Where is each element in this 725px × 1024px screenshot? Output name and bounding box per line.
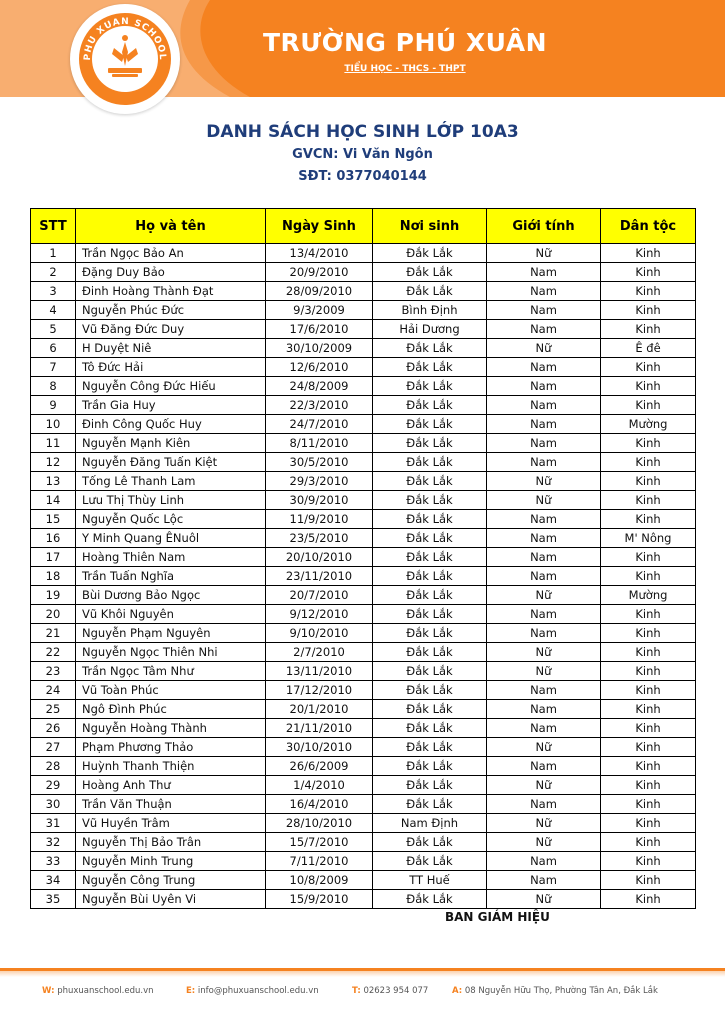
- cell-gender: Nữ: [487, 890, 601, 909]
- cell-birthdate: 28/10/2010: [266, 814, 373, 833]
- cell-ethnicity: Kinh: [601, 434, 696, 453]
- cell-ethnicity: Kinh: [601, 624, 696, 643]
- cell-stt: 33: [31, 852, 76, 871]
- cell-birthdate: 26/6/2009: [266, 757, 373, 776]
- cell-birthplace: Đắk Lắk: [373, 624, 487, 643]
- cell-stt: 32: [31, 833, 76, 852]
- cell-birthdate: 15/7/2010: [266, 833, 373, 852]
- cell-birthplace: Đắk Lắk: [373, 491, 487, 510]
- cell-name: Nguyễn Hoàng Thành: [76, 719, 266, 738]
- cell-name: Vũ Huyền Trâm: [76, 814, 266, 833]
- cell-birthdate: 23/5/2010: [266, 529, 373, 548]
- cell-gender: Nam: [487, 263, 601, 282]
- cell-birthdate: 2/7/2010: [266, 643, 373, 662]
- cell-stt: 9: [31, 396, 76, 415]
- footer-email-label: E:: [186, 986, 196, 996]
- table-row: [31, 320, 696, 339]
- cell-birthplace: Bình Định: [373, 301, 487, 320]
- cell-birthdate: 23/11/2010: [266, 567, 373, 586]
- cell-name: Nguyễn Phạm Nguyên: [76, 624, 266, 643]
- cell-ethnicity: Kinh: [601, 377, 696, 396]
- cell-ethnicity: Mường: [601, 415, 696, 434]
- cell-stt: 8: [31, 377, 76, 396]
- cell-birthplace: Đắk Lắk: [373, 548, 487, 567]
- cell-ethnicity: Kinh: [601, 738, 696, 757]
- table-row: [31, 700, 696, 719]
- cell-ethnicity: Kinh: [601, 320, 696, 339]
- table-row: [31, 757, 696, 776]
- cell-stt: 21: [31, 624, 76, 643]
- cell-gender: Nam: [487, 719, 601, 738]
- cell-stt: 31: [31, 814, 76, 833]
- cell-ethnicity: Kinh: [601, 567, 696, 586]
- cell-birthplace: Hải Dương: [373, 320, 487, 339]
- cell-name: Trần Ngọc Bảo An: [76, 244, 266, 263]
- cell-stt: 2: [31, 263, 76, 282]
- cell-name: Lưu Thị Thùy Linh: [76, 491, 266, 510]
- cell-name: Nguyễn Công Đức Hiếu: [76, 377, 266, 396]
- cell-birthdate: 9/10/2010: [266, 624, 373, 643]
- cell-gender: Nam: [487, 453, 601, 472]
- cell-gender: Nữ: [487, 643, 601, 662]
- school-logo: [70, 4, 180, 114]
- cell-gender: Nam: [487, 377, 601, 396]
- cell-birthdate: 21/11/2010: [266, 719, 373, 738]
- cell-birthdate: 30/5/2010: [266, 453, 373, 472]
- cell-name: Nguyễn Mạnh Kiên: [76, 434, 266, 453]
- signature-label: BAN GIÁM HIỆU: [445, 910, 550, 924]
- cell-birthdate: 13/11/2010: [266, 662, 373, 681]
- cell-gender: Nam: [487, 757, 601, 776]
- table-row: [31, 491, 696, 510]
- cell-ethnicity: M' Nông: [601, 529, 696, 548]
- cell-birthdate: 13/4/2010: [266, 244, 373, 263]
- cell-stt: 20: [31, 605, 76, 624]
- cell-birthplace: Đắk Lắk: [373, 510, 487, 529]
- cell-stt: 1: [31, 244, 76, 263]
- cell-ethnicity: Kinh: [601, 757, 696, 776]
- cell-birthdate: 10/8/2009: [266, 871, 373, 890]
- cell-birthplace: Đắk Lắk: [373, 700, 487, 719]
- cell-gender: Nam: [487, 396, 601, 415]
- cell-name: Nguyễn Minh Trung: [76, 852, 266, 871]
- cell-birthplace: Đắk Lắk: [373, 662, 487, 681]
- cell-ethnicity: Kinh: [601, 814, 696, 833]
- school-levels: TIỂU HỌC - THCS - THPT: [344, 64, 466, 74]
- cell-stt: 24: [31, 681, 76, 700]
- table-row: [31, 871, 696, 890]
- cell-name: Nguyễn Công Trung: [76, 871, 266, 890]
- table-row: [31, 453, 696, 472]
- table-row: [31, 244, 696, 263]
- cell-ethnicity: Kinh: [601, 681, 696, 700]
- cell-birthdate: 24/7/2010: [266, 415, 373, 434]
- cell-name: Hoàng Anh Thư: [76, 776, 266, 795]
- footer-website[interactable]: [42, 986, 154, 996]
- column-header-birthdate: Ngày Sinh: [266, 209, 373, 244]
- footer-address-value: 08 Nguyễn Hữu Thọ, Phường Tân An, Đắk Lắk: [464, 986, 658, 996]
- cell-ethnicity: Kinh: [601, 776, 696, 795]
- cell-stt: 15: [31, 510, 76, 529]
- cell-name: Nguyễn Ngọc Thiên Nhi: [76, 643, 266, 662]
- cell-name: Trần Gia Huy: [76, 396, 266, 415]
- cell-gender: Nữ: [487, 776, 601, 795]
- cell-birthdate: 22/3/2010: [266, 396, 373, 415]
- header-banner: [0, 0, 725, 97]
- cell-name: Huỳnh Thanh Thiện: [76, 757, 266, 776]
- cell-name: Y Minh Quang ÊNuôl: [76, 529, 266, 548]
- cell-ethnicity: Kinh: [601, 890, 696, 909]
- cell-stt: 28: [31, 757, 76, 776]
- cell-gender: Nam: [487, 871, 601, 890]
- cell-ethnicity: Kinh: [601, 396, 696, 415]
- cell-birthdate: 12/6/2010: [266, 358, 373, 377]
- cell-birthplace: Đắk Lắk: [373, 643, 487, 662]
- svg-text:PHU XUAN SCHOOL: PHU XUAN SCHOOL: [82, 16, 168, 61]
- cell-gender: Nữ: [487, 738, 601, 757]
- cell-stt: 25: [31, 700, 76, 719]
- cell-birthplace: Đắk Lắk: [373, 681, 487, 700]
- cell-birthplace: Đắk Lắk: [373, 244, 487, 263]
- cell-stt: 7: [31, 358, 76, 377]
- table-row: [31, 282, 696, 301]
- cell-name: Nguyễn Phúc Đức: [76, 301, 266, 320]
- table-row: [31, 586, 696, 605]
- column-header-birthplace: Nơi sinh: [373, 209, 487, 244]
- cell-birthplace: Đắk Lắk: [373, 472, 487, 491]
- cell-name: Tô Đức Hải: [76, 358, 266, 377]
- cell-birthdate: 20/1/2010: [266, 700, 373, 719]
- cell-birthplace: Đắk Lắk: [373, 890, 487, 909]
- document-heading: [0, 120, 725, 188]
- cell-birthplace: Đắk Lắk: [373, 757, 487, 776]
- cell-birthplace: Đắk Lắk: [373, 719, 487, 738]
- column-header-name: Họ và tên: [76, 209, 266, 244]
- cell-birthdate: 24/8/2009: [266, 377, 373, 396]
- logo-emblem-icon: [70, 4, 180, 114]
- table-row: [31, 852, 696, 871]
- cell-gender: Nữ: [487, 814, 601, 833]
- document-title: DANH SÁCH HỌC SINH LỚP 10A3: [206, 122, 519, 142]
- cell-name: Đinh Hoàng Thành Đạt: [76, 282, 266, 301]
- cell-ethnicity: Kinh: [601, 605, 696, 624]
- cell-birthplace: Đắk Lắk: [373, 282, 487, 301]
- cell-ethnicity: Kinh: [601, 282, 696, 301]
- cell-birthplace: Đắk Lắk: [373, 377, 487, 396]
- cell-gender: Nữ: [487, 833, 601, 852]
- table-row: [31, 681, 696, 700]
- cell-name: Trần Văn Thuận: [76, 795, 266, 814]
- cell-birthplace: Nam Định: [373, 814, 487, 833]
- cell-birthplace: TT Huế: [373, 871, 487, 890]
- cell-birthdate: 30/10/2010: [266, 738, 373, 757]
- table-row: [31, 795, 696, 814]
- cell-gender: Nữ: [487, 662, 601, 681]
- cell-birthdate: 8/11/2010: [266, 434, 373, 453]
- cell-stt: 4: [31, 301, 76, 320]
- table-row: [31, 662, 696, 681]
- cell-birthdate: 1/4/2010: [266, 776, 373, 795]
- table-row: [31, 263, 696, 282]
- cell-gender: Nam: [487, 605, 601, 624]
- cell-gender: Nam: [487, 681, 601, 700]
- column-header-gender: Giới tính: [487, 209, 601, 244]
- cell-ethnicity: Kinh: [601, 643, 696, 662]
- cell-stt: 18: [31, 567, 76, 586]
- cell-stt: 30: [31, 795, 76, 814]
- table-row: [31, 529, 696, 548]
- table-row: [31, 643, 696, 662]
- column-header-stt: STT: [31, 209, 76, 244]
- cell-birthdate: 28/09/2010: [266, 282, 373, 301]
- cell-ethnicity: Kinh: [601, 358, 696, 377]
- cell-birthplace: Đắk Lắk: [373, 833, 487, 852]
- cell-ethnicity: Kinh: [601, 472, 696, 491]
- table-row: [31, 434, 696, 453]
- cell-name: Nguyễn Đăng Tuấn Kiệt: [76, 453, 266, 472]
- cell-stt: 11: [31, 434, 76, 453]
- cell-gender: Nam: [487, 548, 601, 567]
- cell-stt: 34: [31, 871, 76, 890]
- cell-gender: Nam: [487, 510, 601, 529]
- table-row: [31, 548, 696, 567]
- cell-birthplace: Đắk Lắk: [373, 795, 487, 814]
- cell-name: Phạm Phương Thảo: [76, 738, 266, 757]
- cell-stt: 13: [31, 472, 76, 491]
- table-row: [31, 567, 696, 586]
- table-row: [31, 738, 696, 757]
- footer-email-value: info@phuxuanschool.edu.vn: [197, 986, 319, 996]
- cell-name: Đinh Công Quốc Huy: [76, 415, 266, 434]
- footer-website-label: W:: [42, 986, 55, 996]
- cell-ethnicity: Kinh: [601, 263, 696, 282]
- cell-stt: 27: [31, 738, 76, 757]
- cell-gender: Nam: [487, 358, 601, 377]
- cell-stt: 35: [31, 890, 76, 909]
- school-name: TRƯỜNG PHÚ XUÂN: [262, 28, 547, 57]
- cell-name: Nguyễn Thị Bảo Trân: [76, 833, 266, 852]
- student-table: [30, 208, 696, 909]
- cell-name: Vũ Khôi Nguyên: [76, 605, 266, 624]
- cell-birthdate: 30/10/2009: [266, 339, 373, 358]
- cell-gender: Nữ: [487, 244, 601, 263]
- cell-gender: Nam: [487, 415, 601, 434]
- cell-birthdate: 11/9/2010: [266, 510, 373, 529]
- cell-stt: 12: [31, 453, 76, 472]
- cell-gender: Nam: [487, 320, 601, 339]
- cell-ethnicity: Kinh: [601, 548, 696, 567]
- table-row: [31, 510, 696, 529]
- table-row: [31, 814, 696, 833]
- cell-ethnicity: Mường: [601, 586, 696, 605]
- cell-gender: Nữ: [487, 472, 601, 491]
- cell-ethnicity: Kinh: [601, 662, 696, 681]
- cell-name: Đặng Duy Bảo: [76, 263, 266, 282]
- table-row: [31, 472, 696, 491]
- cell-stt: 23: [31, 662, 76, 681]
- cell-name: Ngô Đình Phúc: [76, 700, 266, 719]
- cell-gender: Nam: [487, 852, 601, 871]
- cell-stt: 14: [31, 491, 76, 510]
- cell-name: Nguyễn Quốc Lộc: [76, 510, 266, 529]
- cell-ethnicity: Kinh: [601, 700, 696, 719]
- cell-name: Trần Tuấn Nghĩa: [76, 567, 266, 586]
- footer-address-label: A:: [452, 986, 463, 996]
- footer-phone-value: 02623 954 077: [363, 986, 429, 996]
- cell-birthdate: 17/12/2010: [266, 681, 373, 700]
- cell-birthplace: Đắk Lắk: [373, 852, 487, 871]
- cell-birthplace: Đắk Lắk: [373, 586, 487, 605]
- cell-ethnicity: Kinh: [601, 453, 696, 472]
- cell-gender: Nam: [487, 282, 601, 301]
- cell-birthdate: 20/7/2010: [266, 586, 373, 605]
- cell-birthdate: 17/6/2010: [266, 320, 373, 339]
- cell-stt: 17: [31, 548, 76, 567]
- cell-ethnicity: Kinh: [601, 852, 696, 871]
- cell-name: Vũ Đăng Đức Duy: [76, 320, 266, 339]
- table-row: [31, 605, 696, 624]
- cell-birthplace: Đắk Lắk: [373, 567, 487, 586]
- table-row: [31, 624, 696, 643]
- cell-birthplace: Đắk Lắk: [373, 396, 487, 415]
- cell-birthplace: Đắk Lắk: [373, 776, 487, 795]
- cell-gender: Nam: [487, 700, 601, 719]
- cell-stt: 16: [31, 529, 76, 548]
- cell-birthplace: Đắk Lắk: [373, 339, 487, 358]
- footer-email[interactable]: [186, 986, 319, 996]
- table-row: [31, 890, 696, 909]
- table-body: [31, 244, 696, 909]
- column-header-ethnicity: Dân tộc: [601, 209, 696, 244]
- cell-name: H Duyệt Niê: [76, 339, 266, 358]
- table-row: [31, 301, 696, 320]
- cell-birthplace: Đắk Lắk: [373, 529, 487, 548]
- cell-stt: 19: [31, 586, 76, 605]
- cell-gender: Nữ: [487, 491, 601, 510]
- cell-birthplace: Đắk Lắk: [373, 434, 487, 453]
- footer-website-value: phuxuanschool.edu.vn: [57, 986, 154, 996]
- table-row: [31, 776, 696, 795]
- footer-divider-shadow: [0, 971, 725, 977]
- cell-gender: Nữ: [487, 586, 601, 605]
- cell-birthplace: Đắk Lắk: [373, 415, 487, 434]
- cell-ethnicity: Kinh: [601, 491, 696, 510]
- footer: [0, 986, 725, 1002]
- table-row: [31, 339, 696, 358]
- table-row: [31, 377, 696, 396]
- cell-name: Trần Ngọc Tâm Như: [76, 662, 266, 681]
- cell-ethnicity: Kinh: [601, 871, 696, 890]
- cell-stt: 3: [31, 282, 76, 301]
- cell-ethnicity: Kinh: [601, 244, 696, 263]
- cell-name: Bùi Dương Bảo Ngọc: [76, 586, 266, 605]
- cell-ethnicity: Kinh: [601, 510, 696, 529]
- table-row: [31, 358, 696, 377]
- cell-birthdate: 20/10/2010: [266, 548, 373, 567]
- table-row: [31, 719, 696, 738]
- cell-name: Hoàng Thiên Nam: [76, 548, 266, 567]
- table-header-row: [31, 209, 696, 244]
- footer-phone-label: T:: [352, 986, 361, 996]
- cell-birthplace: Đắk Lắk: [373, 263, 487, 282]
- table-row: [31, 415, 696, 434]
- cell-ethnicity: Kinh: [601, 301, 696, 320]
- footer-address: [452, 986, 658, 996]
- footer-phone: [352, 986, 428, 996]
- homeroom-teacher: GVCN: Vi Văn Ngôn: [292, 147, 433, 162]
- cell-gender: Nữ: [487, 339, 601, 358]
- cell-stt: 10: [31, 415, 76, 434]
- cell-name: Tống Lê Thanh Lam: [76, 472, 266, 491]
- cell-birthdate: 16/4/2010: [266, 795, 373, 814]
- cell-birthdate: 20/9/2010: [266, 263, 373, 282]
- table-row: [31, 396, 696, 415]
- cell-birthdate: 7/11/2010: [266, 852, 373, 871]
- cell-stt: 29: [31, 776, 76, 795]
- cell-stt: 5: [31, 320, 76, 339]
- cell-birthdate: 9/3/2009: [266, 301, 373, 320]
- cell-birthplace: Đắk Lắk: [373, 358, 487, 377]
- table-row: [31, 833, 696, 852]
- cell-birthdate: 30/9/2010: [266, 491, 373, 510]
- cell-stt: 26: [31, 719, 76, 738]
- cell-gender: Nam: [487, 795, 601, 814]
- cell-birthdate: 15/9/2010: [266, 890, 373, 909]
- cell-birthplace: Đắk Lắk: [373, 605, 487, 624]
- cell-birthdate: 9/12/2010: [266, 605, 373, 624]
- cell-name: Nguyễn Bùi Uyên Vi: [76, 890, 266, 909]
- cell-ethnicity: Kinh: [601, 833, 696, 852]
- teacher-phone: SĐT: 0377040144: [298, 169, 427, 184]
- cell-ethnicity: Kinh: [601, 795, 696, 814]
- cell-birthplace: Đắk Lắk: [373, 453, 487, 472]
- cell-ethnicity: Ê đê: [601, 339, 696, 358]
- cell-stt: 22: [31, 643, 76, 662]
- cell-birthplace: Đắk Lắk: [373, 738, 487, 757]
- cell-ethnicity: Kinh: [601, 719, 696, 738]
- cell-gender: Nam: [487, 301, 601, 320]
- cell-gender: Nam: [487, 434, 601, 453]
- cell-name: Vũ Toàn Phúc: [76, 681, 266, 700]
- cell-gender: Nam: [487, 567, 601, 586]
- cell-gender: Nam: [487, 529, 601, 548]
- cell-gender: Nam: [487, 624, 601, 643]
- cell-stt: 6: [31, 339, 76, 358]
- cell-birthdate: 29/3/2010: [266, 472, 373, 491]
